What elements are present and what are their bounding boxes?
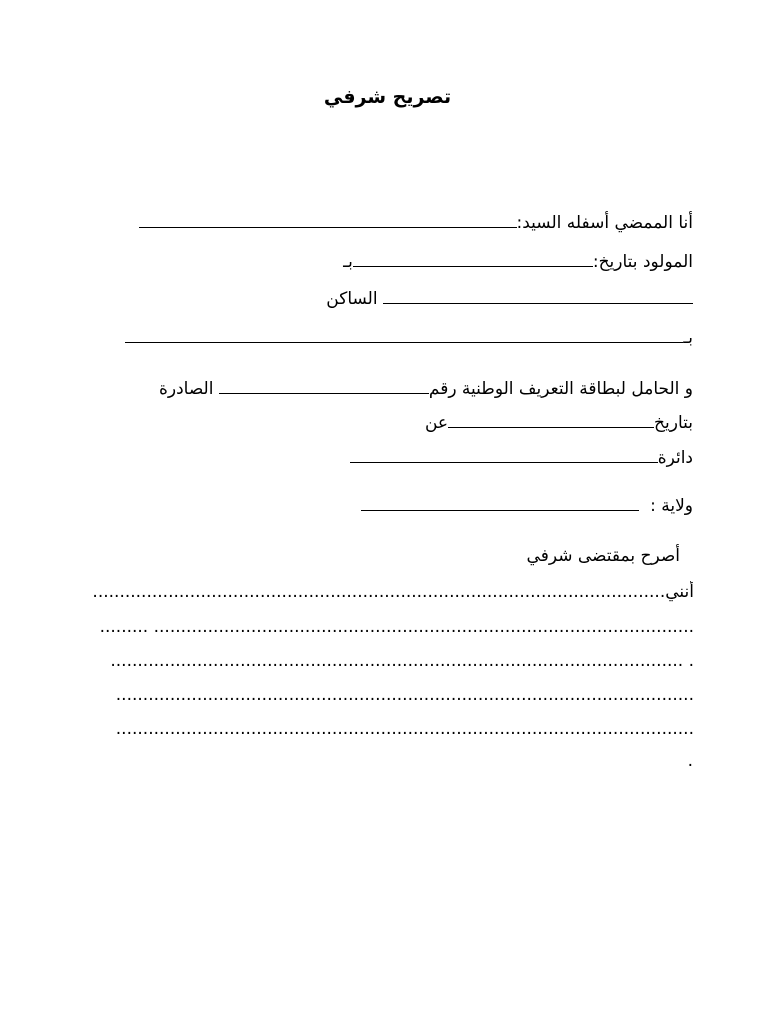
issue-date-field[interactable] bbox=[448, 411, 654, 428]
id-card-number-field[interactable] bbox=[219, 377, 429, 394]
issued-by-label: عن bbox=[424, 413, 449, 433]
signer-line bbox=[139, 211, 693, 234]
province-field[interactable] bbox=[361, 494, 639, 511]
district-field[interactable] bbox=[350, 446, 658, 463]
id-card-label: و الحامل لبطاقة التعريف الوطنية رقم bbox=[428, 379, 693, 399]
statement-line-4[interactable]: ........................................................................................................... bbox=[115, 685, 694, 705]
birth-date-label: المولود بتاريخ: bbox=[592, 252, 693, 272]
document-title: تصريح شرفي bbox=[323, 86, 452, 108]
signer-name-field[interactable] bbox=[139, 211, 517, 228]
resident-label: الساكن bbox=[326, 289, 378, 309]
issue-date-line bbox=[425, 411, 693, 434]
issued-label: الصادرة bbox=[158, 379, 214, 399]
birth-place-prefix: بـ bbox=[343, 252, 353, 272]
birth-line bbox=[343, 250, 693, 273]
statement-first-word: أنني bbox=[665, 582, 694, 602]
resident-line bbox=[326, 287, 693, 310]
signer-label: أنا الممضي أسفله السيد: bbox=[516, 213, 693, 233]
province-label: ولاية : bbox=[650, 496, 693, 516]
declaration-heading: أصرح بمقتضى شرفي bbox=[526, 546, 680, 566]
address-field[interactable] bbox=[125, 326, 683, 343]
district-label: دائرة bbox=[657, 448, 693, 468]
birth-date-field[interactable] bbox=[353, 250, 593, 267]
resident-field[interactable] bbox=[383, 287, 693, 304]
statement-line-2[interactable]: .................................................................................................... ......... bbox=[99, 617, 694, 637]
address-prefix: بـ bbox=[683, 328, 693, 348]
statement-line-1[interactable] bbox=[76, 581, 694, 603]
id-card-line bbox=[159, 377, 693, 400]
statement-line-3[interactable]: . .......................................................................................................... bbox=[110, 651, 694, 671]
address-line bbox=[125, 326, 693, 349]
statement-line-5[interactable]: ........................................................................................................... bbox=[115, 719, 694, 739]
province-line bbox=[361, 494, 693, 517]
statement-dots-1: .......................................................................................................... bbox=[92, 582, 666, 602]
issue-date-label: بتاريخ bbox=[654, 413, 693, 433]
statement-final-period: . bbox=[687, 751, 693, 771]
district-line bbox=[350, 446, 693, 469]
